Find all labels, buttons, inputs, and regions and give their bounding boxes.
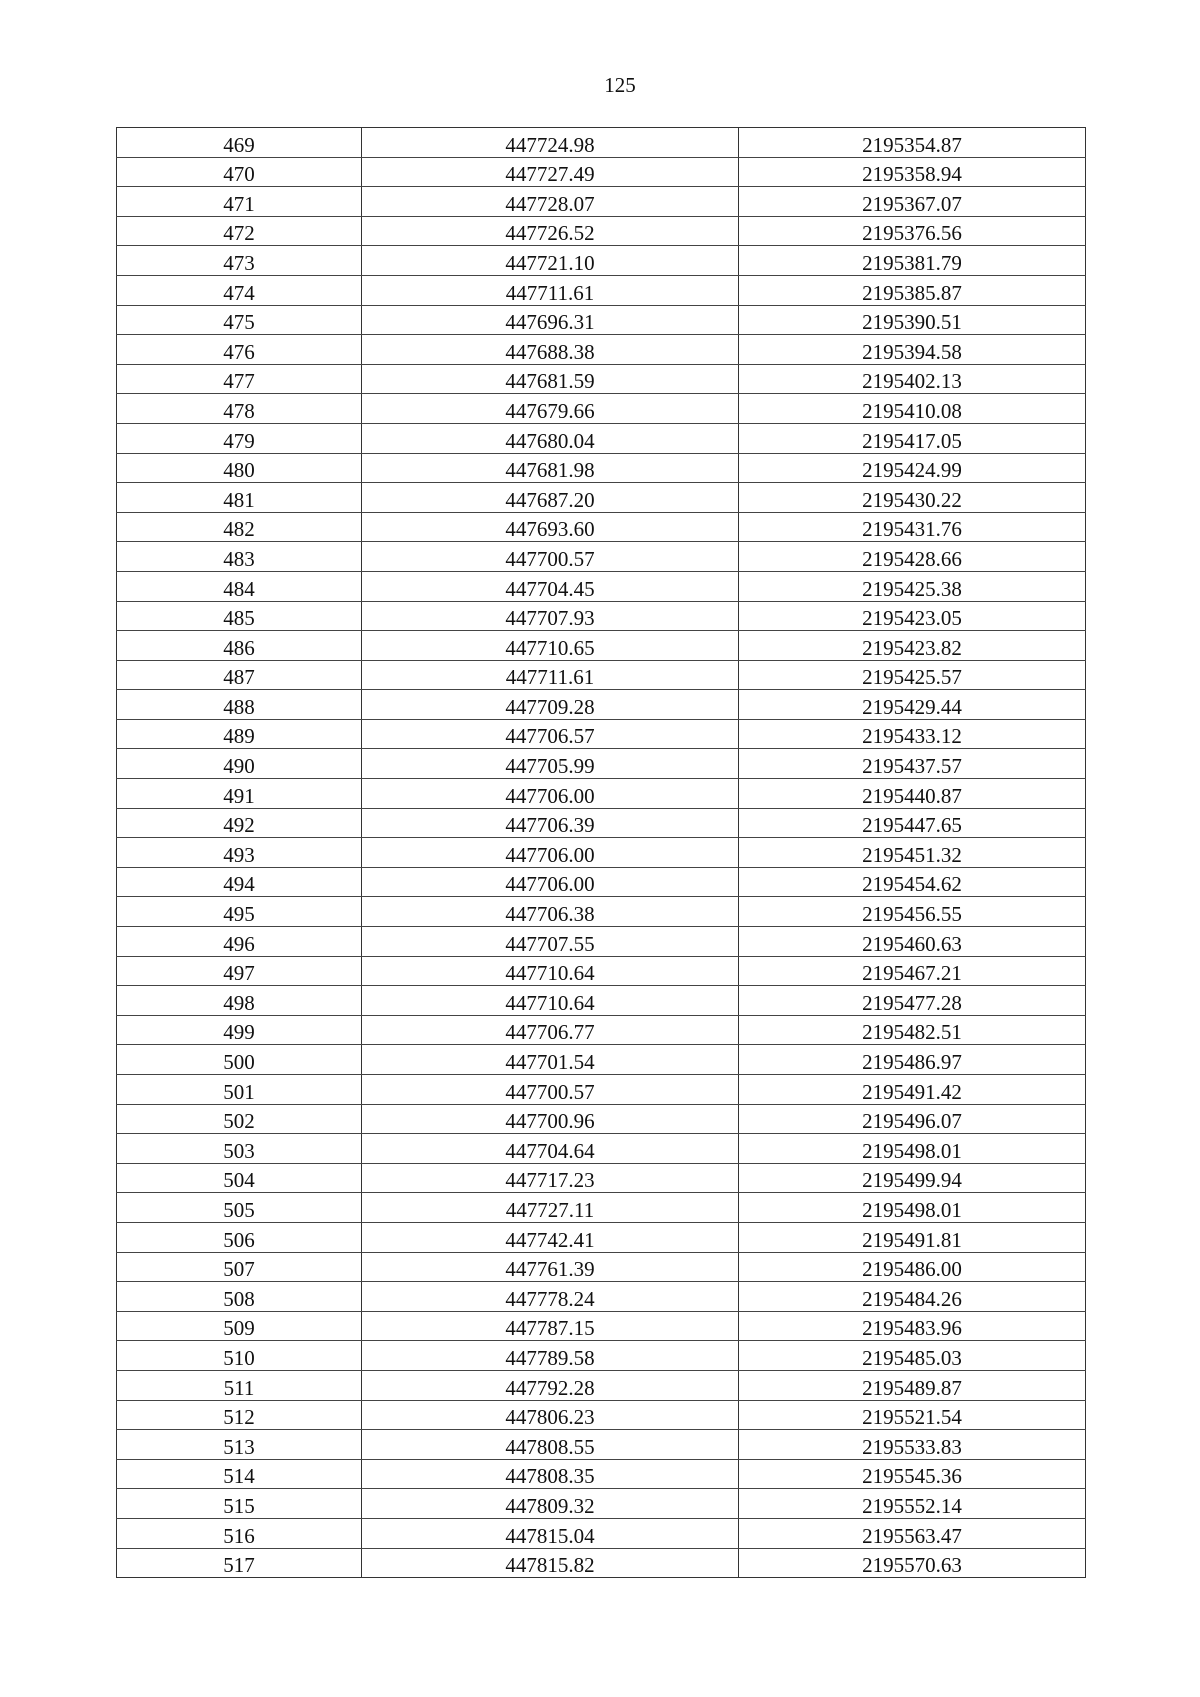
point-number-cell: 501 [117,1075,362,1105]
x-coordinate-cell: 447726.52 [362,216,739,246]
table-row [117,690,1086,720]
point-number-cell: 469 [117,128,362,158]
table-row [117,1134,1086,1164]
y-coordinate-cell: 2195381.79 [739,246,1086,276]
x-coordinate-cell: 447704.64 [362,1134,739,1164]
point-number-cell: 493 [117,838,362,868]
y-coordinate-cell: 2195552.14 [739,1489,1086,1519]
y-coordinate-cell: 2195482.51 [739,1015,1086,1045]
y-coordinate-cell: 2195425.38 [739,571,1086,601]
y-coordinate-cell: 2195483.96 [739,1311,1086,1341]
y-coordinate-cell: 2195423.82 [739,631,1086,661]
point-number-cell: 500 [117,1045,362,1075]
x-coordinate-cell: 447724.98 [362,128,739,158]
y-coordinate-cell: 2195491.81 [739,1222,1086,1252]
table-row [117,1518,1086,1548]
x-coordinate-cell: 447705.99 [362,749,739,779]
point-number-cell: 517 [117,1548,362,1578]
y-coordinate-cell: 2195533.83 [739,1430,1086,1460]
x-coordinate-cell: 447706.39 [362,808,739,838]
y-coordinate-cell: 2195570.63 [739,1548,1086,1578]
x-coordinate-cell: 447688.38 [362,335,739,365]
point-number-cell: 502 [117,1104,362,1134]
table-row [117,157,1086,187]
x-coordinate-cell: 447710.65 [362,631,739,661]
y-coordinate-cell: 2195425.57 [739,660,1086,690]
y-coordinate-cell: 2195430.22 [739,483,1086,513]
point-number-cell: 503 [117,1134,362,1164]
table-row [117,1193,1086,1223]
point-number-cell: 481 [117,483,362,513]
y-coordinate-cell: 2195437.57 [739,749,1086,779]
x-coordinate-cell: 447717.23 [362,1163,739,1193]
x-coordinate-cell: 447778.24 [362,1282,739,1312]
table-row [117,187,1086,217]
point-number-cell: 483 [117,542,362,572]
y-coordinate-cell: 2195424.99 [739,453,1086,483]
x-coordinate-cell: 447709.28 [362,690,739,720]
x-coordinate-cell: 447706.57 [362,719,739,749]
point-number-cell: 473 [117,246,362,276]
point-number-cell: 507 [117,1252,362,1282]
x-coordinate-cell: 447808.55 [362,1430,739,1460]
x-coordinate-cell: 447787.15 [362,1311,739,1341]
point-number-cell: 490 [117,749,362,779]
point-number-cell: 474 [117,275,362,305]
table-row [117,838,1086,868]
y-coordinate-cell: 2195385.87 [739,275,1086,305]
table-row [117,749,1086,779]
y-coordinate-cell: 2195354.87 [739,128,1086,158]
x-coordinate-cell: 447721.10 [362,246,739,276]
table-row [117,275,1086,305]
table-row [117,779,1086,809]
table-row [117,1311,1086,1341]
table-row [117,305,1086,335]
x-coordinate-cell: 447789.58 [362,1341,739,1371]
table-row [117,423,1086,453]
point-number-cell: 510 [117,1341,362,1371]
table-row [117,453,1086,483]
table-row [117,1252,1086,1282]
x-coordinate-cell: 447696.31 [362,305,739,335]
x-coordinate-cell: 447707.55 [362,927,739,957]
point-number-cell: 486 [117,631,362,661]
x-coordinate-cell: 447680.04 [362,423,739,453]
table-row [117,1015,1086,1045]
y-coordinate-cell: 2195428.66 [739,542,1086,572]
table-row [117,216,1086,246]
y-coordinate-cell: 2195477.28 [739,986,1086,1016]
y-coordinate-cell: 2195440.87 [739,779,1086,809]
page-number: 125 [604,73,636,97]
point-number-cell: 485 [117,601,362,631]
x-coordinate-cell: 447679.66 [362,394,739,424]
x-coordinate-cell: 447687.20 [362,483,739,513]
point-number-cell: 497 [117,956,362,986]
x-coordinate-cell: 447806.23 [362,1400,739,1430]
x-coordinate-cell: 447700.57 [362,542,739,572]
table-row [117,512,1086,542]
table-row [117,128,1086,158]
point-number-cell: 496 [117,927,362,957]
y-coordinate-cell: 2195447.65 [739,808,1086,838]
y-coordinate-cell: 2195545.36 [739,1459,1086,1489]
point-number-cell: 491 [117,779,362,809]
y-coordinate-cell: 2195486.97 [739,1045,1086,1075]
y-coordinate-cell: 2195498.01 [739,1134,1086,1164]
point-number-cell: 515 [117,1489,362,1519]
point-number-cell: 492 [117,808,362,838]
point-number-cell: 504 [117,1163,362,1193]
table-row [117,1400,1086,1430]
y-coordinate-cell: 2195460.63 [739,927,1086,957]
table-row [117,1222,1086,1252]
y-coordinate-cell: 2195402.13 [739,364,1086,394]
table-row [117,986,1086,1016]
point-number-cell: 506 [117,1222,362,1252]
table-row [117,1341,1086,1371]
y-coordinate-cell: 2195496.07 [739,1104,1086,1134]
table-row [117,1370,1086,1400]
x-coordinate-cell: 447681.59 [362,364,739,394]
y-coordinate-cell: 2195456.55 [739,897,1086,927]
y-coordinate-cell: 2195498.01 [739,1193,1086,1223]
x-coordinate-cell: 447706.38 [362,897,739,927]
table-row [117,394,1086,424]
table-row [117,927,1086,957]
x-coordinate-cell: 447727.49 [362,157,739,187]
table-row [117,631,1086,661]
x-coordinate-cell: 447815.04 [362,1518,739,1548]
point-number-cell: 505 [117,1193,362,1223]
point-number-cell: 482 [117,512,362,542]
point-number-cell: 487 [117,660,362,690]
y-coordinate-cell: 2195431.76 [739,512,1086,542]
x-coordinate-cell: 447809.32 [362,1489,739,1519]
x-coordinate-cell: 447710.64 [362,956,739,986]
y-coordinate-cell: 2195454.62 [739,867,1086,897]
y-coordinate-cell: 2195376.56 [739,216,1086,246]
table-row [117,956,1086,986]
y-coordinate-cell: 2195451.32 [739,838,1086,868]
table-row [117,1548,1086,1578]
y-coordinate-cell: 2195429.44 [739,690,1086,720]
point-number-cell: 511 [117,1370,362,1400]
x-coordinate-cell: 447707.93 [362,601,739,631]
y-coordinate-cell: 2195499.94 [739,1163,1086,1193]
x-coordinate-cell: 447792.28 [362,1370,739,1400]
point-number-cell: 513 [117,1430,362,1460]
x-coordinate-cell: 447704.45 [362,571,739,601]
table-row [117,601,1086,631]
table-row [117,1430,1086,1460]
x-coordinate-cell: 447711.61 [362,275,739,305]
x-coordinate-cell: 447808.35 [362,1459,739,1489]
point-number-cell: 514 [117,1459,362,1489]
point-number-cell: 509 [117,1311,362,1341]
x-coordinate-cell: 447706.00 [362,867,739,897]
point-number-cell: 472 [117,216,362,246]
y-coordinate-cell: 2195491.42 [739,1075,1086,1105]
y-coordinate-cell: 2195410.08 [739,394,1086,424]
y-coordinate-cell: 2195485.03 [739,1341,1086,1371]
point-number-cell: 480 [117,453,362,483]
point-number-cell: 478 [117,394,362,424]
table-row [117,335,1086,365]
table-row [117,897,1086,927]
table-row [117,808,1086,838]
table-row [117,1282,1086,1312]
x-coordinate-cell: 447727.11 [362,1193,739,1223]
table-row [117,1459,1086,1489]
point-number-cell: 498 [117,986,362,1016]
point-number-cell: 477 [117,364,362,394]
table-row [117,719,1086,749]
x-coordinate-cell: 447700.96 [362,1104,739,1134]
table-row [117,867,1086,897]
point-number-cell: 484 [117,571,362,601]
point-number-cell: 470 [117,157,362,187]
x-coordinate-cell: 447761.39 [362,1252,739,1282]
coordinate-table [116,127,1086,1578]
y-coordinate-cell: 2195390.51 [739,305,1086,335]
point-number-cell: 489 [117,719,362,749]
point-number-cell: 499 [117,1015,362,1045]
point-number-cell: 508 [117,1282,362,1312]
table-row [117,483,1086,513]
table-row [117,1163,1086,1193]
x-coordinate-cell: 447710.64 [362,986,739,1016]
table-row [117,1075,1086,1105]
x-coordinate-cell: 447700.57 [362,1075,739,1105]
y-coordinate-cell: 2195484.26 [739,1282,1086,1312]
y-coordinate-cell: 2195423.05 [739,601,1086,631]
point-number-cell: 516 [117,1518,362,1548]
table-row [117,246,1086,276]
x-coordinate-cell: 447742.41 [362,1222,739,1252]
table-row [117,1104,1086,1134]
x-coordinate-cell: 447815.82 [362,1548,739,1578]
x-coordinate-cell: 447693.60 [362,512,739,542]
x-coordinate-cell: 447706.00 [362,838,739,868]
table-row [117,660,1086,690]
x-coordinate-cell: 447711.61 [362,660,739,690]
x-coordinate-cell: 447728.07 [362,187,739,217]
x-coordinate-cell: 447701.54 [362,1045,739,1075]
table-row [117,1489,1086,1519]
y-coordinate-cell: 2195467.21 [739,956,1086,986]
y-coordinate-cell: 2195521.54 [739,1400,1086,1430]
y-coordinate-cell: 2195433.12 [739,719,1086,749]
point-number-cell: 495 [117,897,362,927]
point-number-cell: 494 [117,867,362,897]
y-coordinate-cell: 2195394.58 [739,335,1086,365]
x-coordinate-cell: 447681.98 [362,453,739,483]
point-number-cell: 512 [117,1400,362,1430]
x-coordinate-cell: 447706.00 [362,779,739,809]
point-number-cell: 479 [117,423,362,453]
table-row [117,571,1086,601]
y-coordinate-cell: 2195417.05 [739,423,1086,453]
y-coordinate-cell: 2195367.07 [739,187,1086,217]
point-number-cell: 476 [117,335,362,365]
table-row [117,542,1086,572]
x-coordinate-cell: 447706.77 [362,1015,739,1045]
point-number-cell: 488 [117,690,362,720]
table-row [117,1045,1086,1075]
coordinate-table-body [117,128,1086,1578]
y-coordinate-cell: 2195358.94 [739,157,1086,187]
table-row [117,364,1086,394]
point-number-cell: 475 [117,305,362,335]
y-coordinate-cell: 2195563.47 [739,1518,1086,1548]
point-number-cell: 471 [117,187,362,217]
y-coordinate-cell: 2195486.00 [739,1252,1086,1282]
y-coordinate-cell: 2195489.87 [739,1370,1086,1400]
